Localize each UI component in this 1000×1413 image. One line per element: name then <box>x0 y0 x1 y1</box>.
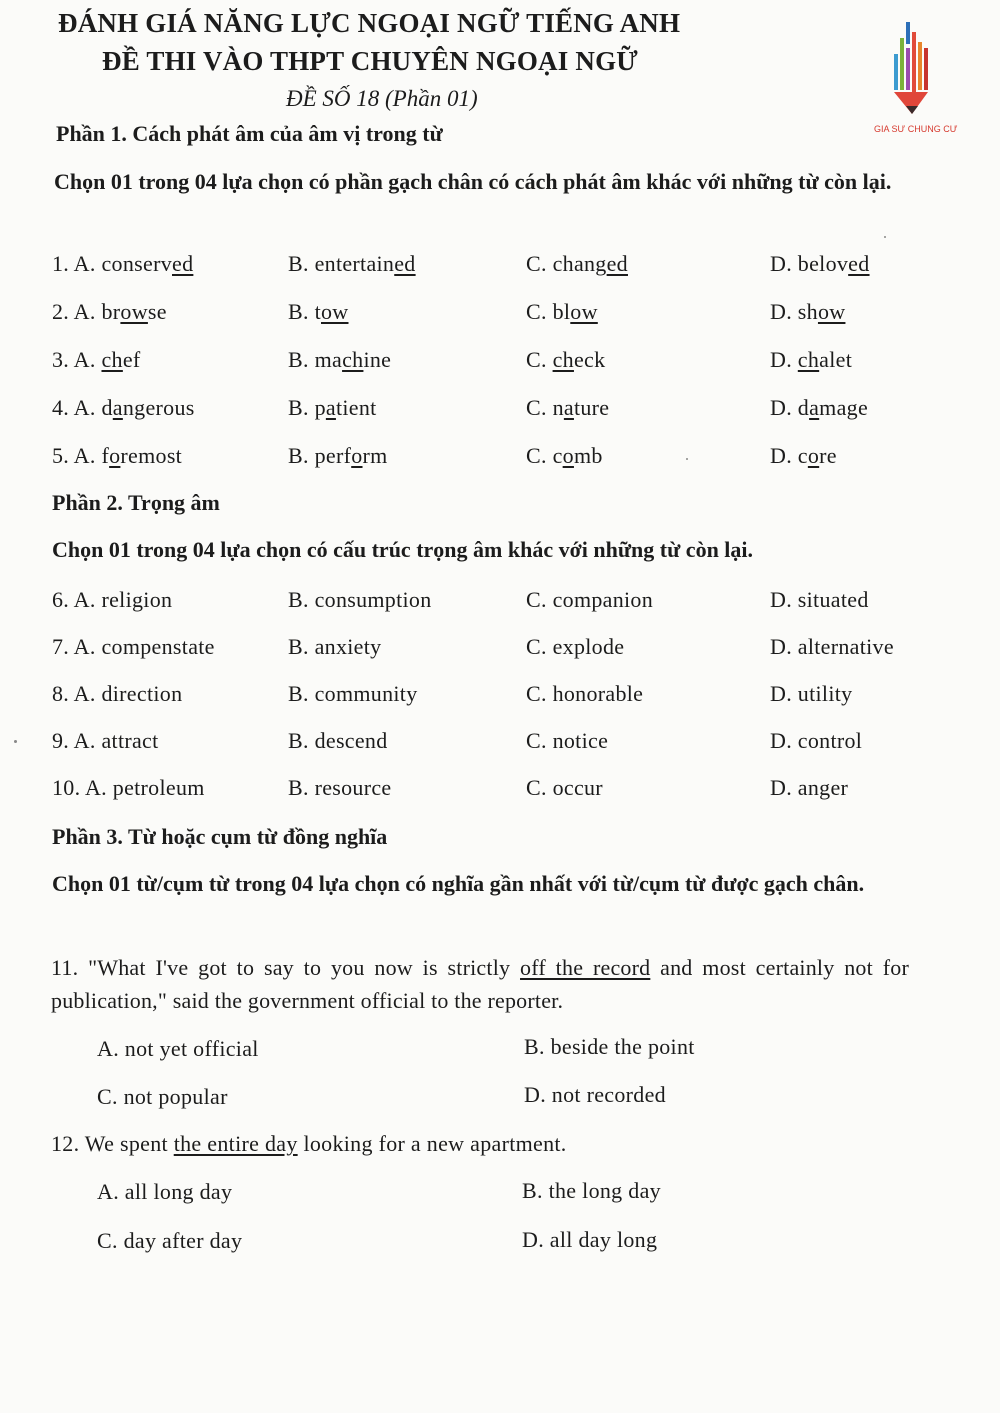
underlined-part: ow <box>120 299 148 324</box>
word-part: C. bl <box>526 299 571 324</box>
p1-q3-option-b <box>288 347 391 373</box>
p2-q7-option-c: C. explode <box>526 634 625 659</box>
underlined-part: a <box>809 395 820 420</box>
title-line-2: ĐỀ THI VÀO THPT CHUYÊN NGOẠI NGỮ <box>102 46 638 76</box>
underlined-part: ow <box>321 299 349 324</box>
word-part: 1. A. conserv <box>52 251 172 276</box>
p1-q3-option-a <box>52 347 141 373</box>
p1-q1-option-c <box>526 251 628 277</box>
p2-q7-option-a: 7. A. compenstate <box>52 634 215 659</box>
word-part: B. perf <box>288 443 352 468</box>
p1-q5-option-a <box>52 443 182 469</box>
exam-number: ĐỀ SỐ 18 (Phần 01) <box>286 86 478 111</box>
question-12 <box>51 1131 567 1157</box>
word-part: se <box>147 299 167 324</box>
word-part: D. <box>770 347 798 372</box>
part1-heading: Phần 1. Cách phát âm của âm vị trong từ <box>56 121 443 146</box>
p1-q5-option-b <box>288 443 388 469</box>
underlined-part: ed <box>606 251 628 276</box>
underlined-part: ch <box>101 347 123 372</box>
p1-q5-option-d <box>770 443 837 469</box>
underlined-part: ch <box>797 347 820 372</box>
q12-option-b: B. the long day <box>522 1178 661 1203</box>
p2-q8-option-b: B. community <box>288 681 418 706</box>
word-part: C. chang <box>526 251 607 276</box>
word-part: ture <box>573 395 610 420</box>
p1-q2-option-a <box>52 299 167 325</box>
word-part: rm <box>362 443 388 468</box>
question-12-before: 12. We spent <box>51 1131 174 1156</box>
p1-q1-option-a <box>52 251 193 277</box>
q11-option-c: C. not popular <box>97 1084 228 1109</box>
p2-q8-option-a: 8. A. direction <box>52 681 183 706</box>
part3-heading: Phần 3. Từ hoặc cụm từ đồng nghĩa <box>52 824 388 849</box>
p1-q5-option-c <box>526 443 603 469</box>
p1-q4-option-a <box>52 395 195 421</box>
p2-q9-option-a: 9. A. attract <box>52 728 159 753</box>
word-part: tient <box>335 395 377 420</box>
question-11-after: and most certainly not for publication," said the government official to the reporter. <box>51 955 909 1013</box>
underlined-part: a <box>563 395 574 420</box>
word-part: D. sh <box>770 299 818 324</box>
underlined-part: ed <box>848 251 870 276</box>
p2-q9-option-d: D. control <box>770 728 863 753</box>
word-part: B. entertain <box>288 251 395 276</box>
word-part: eck <box>573 347 606 372</box>
q11-option-d: D. not recorded <box>524 1082 666 1107</box>
p1-q4-option-d <box>770 395 868 421</box>
underlined-part: ch <box>552 347 574 372</box>
underlined-part: o <box>109 443 121 468</box>
part2-instruction: Chọn 01 trong 04 lựa chọn có cấu trúc trọng âm khác với những từ còn lại. <box>52 537 754 562</box>
word-part: D. d <box>770 395 810 420</box>
p1-q4-option-c <box>526 395 609 421</box>
q12-option-a: A. all long day <box>97 1179 233 1204</box>
q11-option-a: A. not yet official <box>97 1036 259 1061</box>
p2-q10-option-d: D. anger <box>770 775 849 800</box>
pencil-logo-icon <box>872 18 962 118</box>
logo <box>872 18 962 138</box>
scan-speck <box>884 236 886 238</box>
p2-q10-option-a: 10. A. petroleum <box>52 775 205 800</box>
word-part: D. belov <box>770 251 849 276</box>
word-part: 5. A. f <box>52 443 110 468</box>
p2-q9-option-b: B. descend <box>288 728 388 753</box>
underlined-part: a <box>325 395 336 420</box>
p1-q3-option-c <box>526 347 605 373</box>
word-part: ngerous <box>122 395 195 420</box>
p2-q6-option-c: C. companion <box>526 587 654 612</box>
question-11-underlined: off the record <box>520 955 651 980</box>
p2-q9-option-c: C. notice <box>526 728 609 753</box>
underlined-part: o <box>351 443 363 468</box>
word-part: 2. A. br <box>52 299 121 324</box>
p2-q10-option-c: C. occur <box>526 775 603 800</box>
p2-q8-option-d: D. utility <box>770 681 853 706</box>
word-part: 3. A. <box>52 347 102 372</box>
word-part: remost <box>120 443 183 468</box>
word-part: 4. A. d <box>52 395 113 420</box>
question-12-underlined: the entire day <box>173 1131 298 1156</box>
underlined-part: ch <box>342 347 364 372</box>
p1-q2-option-b <box>288 299 349 325</box>
p1-q2-option-c <box>526 299 598 325</box>
underlined-part: a <box>112 395 123 420</box>
p2-q6-option-b: B. consumption <box>288 587 432 612</box>
q12-option-d: D. all day long <box>522 1227 658 1252</box>
question-12-after: looking for a new apartment. <box>297 1131 567 1156</box>
word-part: re <box>819 443 837 468</box>
underlined-part: ow <box>817 299 846 324</box>
word-part: C. n <box>526 395 564 420</box>
word-part: ef <box>122 347 141 372</box>
underlined-part: ow <box>570 299 598 324</box>
question-11-before: 11. "What I've got to say to you now is strictly <box>51 955 521 980</box>
underlined-part: o <box>562 443 574 468</box>
logo-text: GIA SƯ CHUNG CƯ <box>874 124 958 134</box>
underlined-part: o <box>807 443 820 468</box>
underlined-part: ed <box>394 251 416 276</box>
title-line-1: ĐÁNH GIÁ NĂNG LỰC NGOẠI NGỮ TIẾNG ANH <box>58 8 681 38</box>
word-part: B. t <box>288 299 321 324</box>
p1-q4-option-b <box>288 395 377 421</box>
word-part: mb <box>573 443 603 468</box>
p2-q8-option-c: C. honorable <box>526 681 644 706</box>
word-part: C. <box>526 347 553 372</box>
scan-speck <box>686 458 688 460</box>
p2-q10-option-b: B. resource <box>288 775 392 800</box>
p1-q3-option-d <box>770 347 852 373</box>
p1-q1-option-b <box>288 251 416 277</box>
part3-instruction: Chọn 01 từ/cụm từ trong 04 lựa chọn có nghĩa gần nhất với từ/cụm từ được gạch chân. <box>52 871 865 896</box>
word-part: ine <box>363 347 392 372</box>
scan-speck <box>14 740 17 743</box>
part2-heading: Phần 2. Trọng âm <box>52 490 220 515</box>
word-part: C. c <box>526 443 563 468</box>
word-part: B. ma <box>288 347 343 372</box>
q12-option-c: C. day after day <box>97 1228 243 1253</box>
word-part: B. p <box>288 395 326 420</box>
p1-q2-option-d <box>770 299 845 325</box>
word-part: D. c <box>770 443 808 468</box>
p2-q7-option-b: B. anxiety <box>288 634 382 659</box>
q11-option-b: B. beside the point <box>524 1034 695 1059</box>
word-part: mage <box>819 395 869 420</box>
part1-instruction: Chọn 01 trong 04 lựa chọn có phần gạch chân có cách phát âm khác với những từ còn lại. <box>54 169 892 194</box>
p2-q6-option-d: D. situated <box>770 587 869 612</box>
p2-q7-option-d: D. alternative <box>770 634 894 659</box>
word-part: alet <box>819 347 853 372</box>
underlined-part: ed <box>172 251 194 276</box>
question-11 <box>51 951 909 1017</box>
p2-q6-option-a: 6. A. religion <box>52 587 173 612</box>
p1-q1-option-d <box>770 251 870 277</box>
